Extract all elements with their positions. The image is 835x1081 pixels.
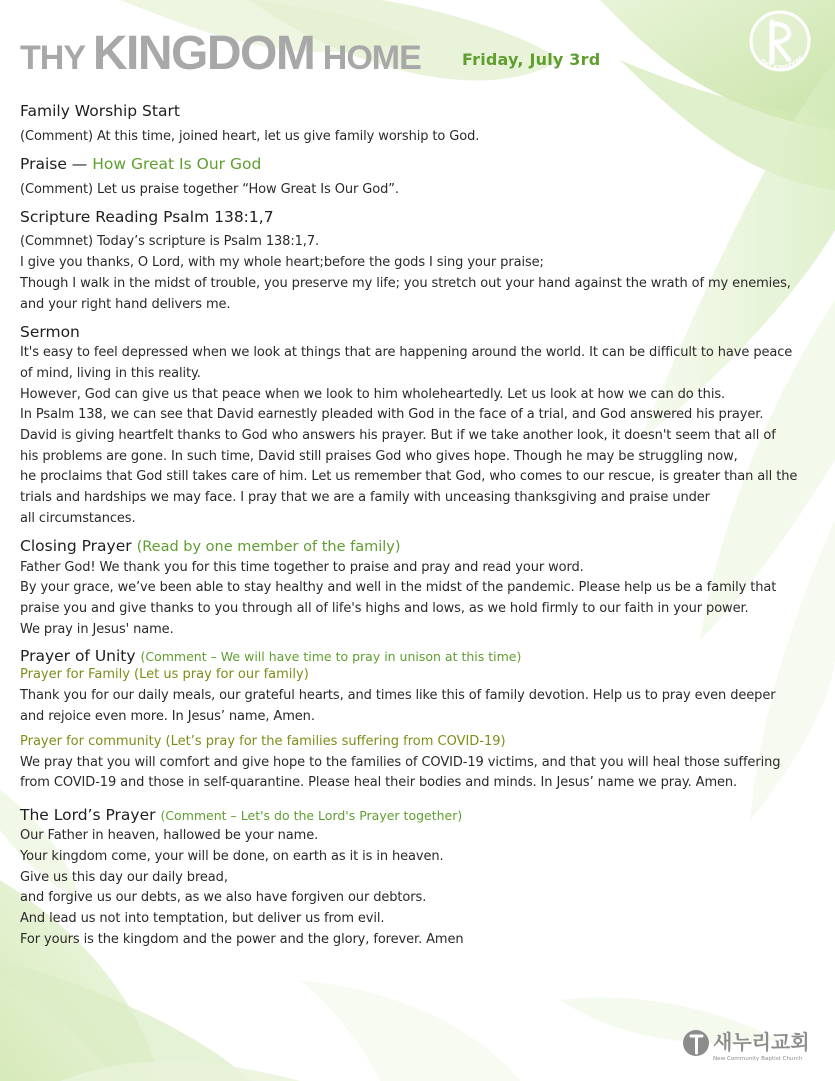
- heading-prayer-for-family: Prayer for Family (Let us pray for our family): [20, 667, 309, 683]
- logo-text: THY KINGDOM: [758, 55, 805, 72]
- church-name-english: New Community Baptist Church: [713, 1056, 803, 1062]
- heading-closing-prayer: [20, 537, 828, 558]
- scripture-line: and your right hand delivers me.: [20, 296, 231, 312]
- community-prayer-line: We pray that you will comfort and give hope to the families of COVID-19 victims, and that you will heal those suffering: [20, 754, 781, 770]
- praise-song-title: How Great Is Our God: [92, 154, 262, 173]
- lords-prayer-note: (Comment – Let's do the Lord's Prayer together): [160, 808, 463, 824]
- closing-prayer-line: By your grace, we’ve been able to stay healthy and well in the midst of the pandemic. Please help us be a family that: [20, 580, 777, 596]
- scripture-text: [20, 232, 828, 315]
- closing-prayer-text: [20, 558, 828, 641]
- lords-prayer-line: And lead us not into temptation, but deliver us from evil.: [20, 910, 385, 926]
- heading-prayer-of-unity: [20, 647, 828, 667]
- lords-prayer-label: The Lord’s Prayer: [20, 806, 156, 825]
- lords-prayer-line: and forgive us our debts, as we also have forgiven our debtors.: [20, 890, 427, 906]
- church-name-korean: 새누리교회: [713, 1030, 810, 1054]
- scripture-line: Though I walk in the midst of trouble, you preserve my life; you stretch out your hand against the wrath of my enemies,: [20, 275, 791, 291]
- sermon-line: of mind, living in this reality.: [20, 365, 201, 381]
- heading-praise: [20, 155, 828, 179]
- lords-prayer-line: Your kingdom come, your will be done, on earth as it is in heaven.: [20, 848, 444, 864]
- sermon-text: [20, 343, 828, 529]
- church-logo: [680, 1025, 830, 1069]
- page-title: [20, 26, 421, 81]
- closing-prayer-label: Closing Prayer: [20, 536, 132, 555]
- heading-prayer-for-community: Prayer for community (Let’s pray for the families suffering from COVID-19): [20, 733, 506, 749]
- date: Friday, July 3rd: [462, 50, 601, 69]
- praise-comment: (Comment) Let us praise together “How Great Is Our God”.: [20, 181, 399, 197]
- sermon-line: all circumstances.: [20, 510, 136, 526]
- scripture-line: (Commnet) Today’s scripture is Psalm 138:1,7.: [20, 234, 320, 250]
- sermon-line: his problems are gone. In such time, David still praises God who gives hope. Though he may be struggling now,: [20, 448, 738, 464]
- prayer-of-unity-label: Prayer of Unity: [20, 647, 136, 666]
- family-prayer-line: Thank you for our daily meals, our grateful hearts, and times like this of family devotion. Help us to pray even deeper: [20, 688, 776, 704]
- thy-kingdom-logo: [745, 4, 815, 88]
- closing-prayer-line: We pray in Jesus' name.: [20, 621, 174, 637]
- community-prayer-line: from COVID-19 and those in self-quarantine. Please heal their bodies and minds. In Jesus’ name we pray. Amen.: [20, 775, 738, 791]
- closing-prayer-line: praise you and give thanks to you through all of life's highs and lows, as we hold firmly to our faith in your power.: [20, 600, 749, 616]
- lords-prayer-line: Give us this day our daily bread,: [20, 869, 228, 885]
- lords-prayer-text: [20, 826, 828, 950]
- lords-prayer-line: For yours is the kingdom and the power and the glory, forever. Amen: [20, 931, 464, 947]
- prayer-of-unity-note: (Comment – We will have time to pray in unison at this time): [140, 649, 522, 665]
- sermon-line: he proclaims that God still takes care of him. Let us remember that God, who comes to our rescue, is greater than all the: [20, 469, 798, 485]
- scripture-line: I give you thanks, O Lord, with my whole heart;before the gods I sing your praise;: [20, 255, 544, 271]
- closing-prayer-line: Father God! We thank you for this time together to praise and pray and read your word.: [20, 559, 584, 575]
- heading-scripture: Scripture Reading Psalm 138:1,7: [20, 208, 274, 227]
- worship-guide: [20, 102, 828, 950]
- family-prayer-line: and rejoice even more. In Jesus’ name, Amen.: [20, 709, 315, 725]
- sermon-line: In Psalm 138, we can see that David earnestly pleaded with God in the face of a trial, and God answered his prayer.: [20, 407, 764, 423]
- heading-lords-prayer: [20, 806, 828, 826]
- title-main: KINGDOM: [92, 27, 315, 80]
- title-prefix: THY: [20, 39, 93, 77]
- heading-sermon: Sermon: [20, 323, 80, 342]
- sermon-line: It's easy to feel depressed when we look at things that are happening around the world. It can be difficult to have peace: [20, 345, 793, 361]
- title-suffix: HOME: [314, 39, 421, 77]
- lords-prayer-line: Our Father in heaven, hallowed be your name.: [20, 828, 319, 844]
- sermon-line: trials and hardships we may face. I pray that we are a family with unceasing thanksgiving and praise under: [20, 490, 710, 506]
- closing-prayer-note: (Read by one member of the family): [136, 538, 401, 555]
- heading-worship-start: Family Worship Start: [20, 102, 180, 120]
- praise-label: Praise: [20, 154, 67, 173]
- worship-start-comment: (Comment) At this time, joined heart, let us give family worship to God.: [20, 129, 480, 144]
- praise-dash: —: [66, 154, 93, 173]
- sermon-line: However, God can give us that peace when we look to him wholeheartedly. Let us look at how we can do this.: [20, 386, 726, 402]
- sermon-line: David is giving heartfelt thanks to God who answers his prayer. But if we take another look, it doesn't seem that all of: [20, 428, 776, 444]
